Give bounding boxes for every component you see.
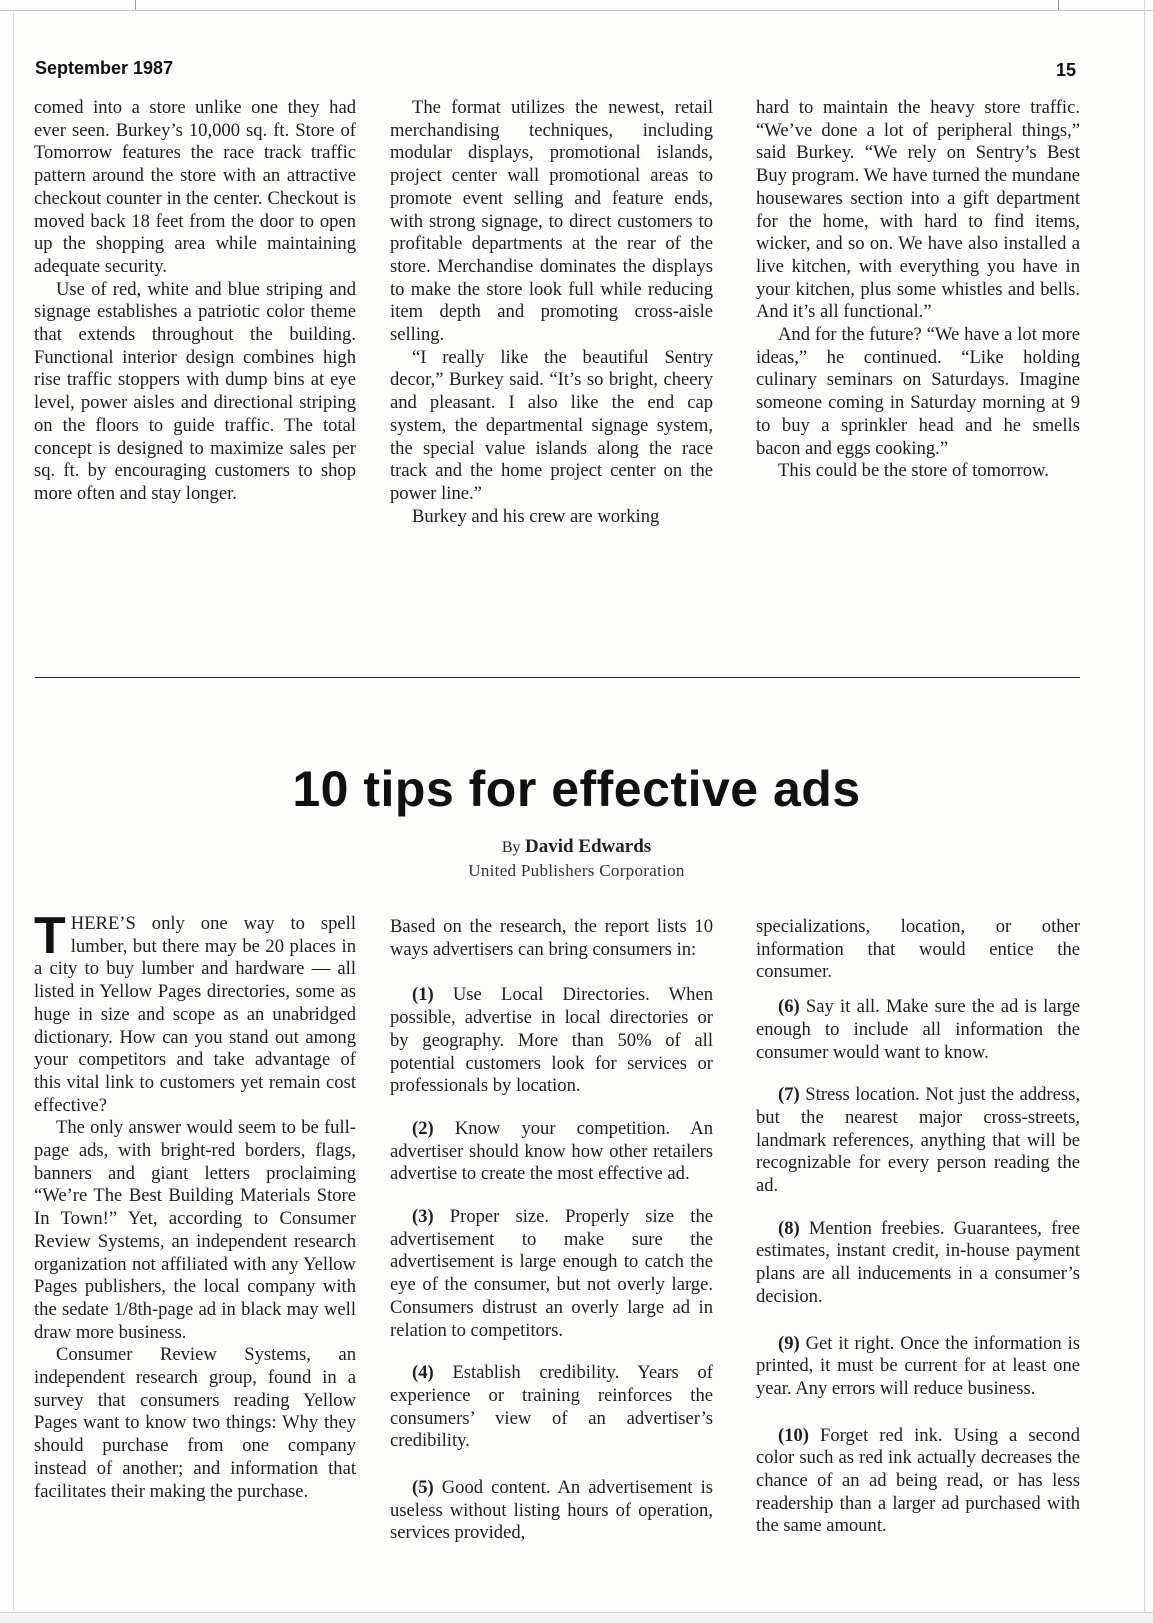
issue-date: September 1987 [35,58,174,78]
tip-text: Establish credibility. Years of experience or training reinforces the consumers’ view of an advertiser’s credibility. [390,1362,713,1452]
lead-text: HERE’S only one way to spell lumber, but there may be 20 places in a city to buy lumber and hardware — all listed in Yellow Pages directories, some as huge in size and scope as an unabridged dictionary. How can you stand out among your competitors and take advantage of this vital link to customers yet remain cost effective? [34,913,356,1116]
author-name: David Edwards [525,836,652,857]
tip-number: (10) [778,1424,809,1446]
tip-text: Good content. An advertisement is useless without listing hours of operation, services provided, [390,1477,713,1544]
byline [0,836,1153,858]
byline-by: By [501,839,521,856]
tip-number: (9) [778,1332,800,1354]
paragraph: And for the future? “We have a lot more ideas,” he continued. “Like holding culinary seminars on Saturdays. Imagine someone coming in Saturday morning at 9 to buy a sprinkler head and he smells bacon and eggs cooking.” [756,324,1080,459]
tip-text: Get it right. Once the information is printed, it must be current for at least one year. Any errors will reduce business. [756,1332,1080,1399]
tip-number: (6) [778,996,800,1018]
lead-paragraph [34,907,356,1117]
tip-text: Proper size. Properly size the advertisement to make sure the advertisement is large enough to catch the eye of the consumer, but not overly large. Consumers distrust an overly large ad in relation to competitors. [390,1206,713,1341]
tip-item [390,984,713,1098]
paragraph: This could be the store of tomorrow. [778,460,1049,482]
tip-continuation: specializations, location, or other information that would entice the consumer. [756,916,1080,983]
paragraph: The only answer would seem to be full-page ads, with bright-red borders, flags, banners and giant letters proclaiming “We’re The Best Building Materials Store In Town!” Yet, according to Consumer Review Systems, an independent research organization not affiliated with any Yellow Pages publishers, the local company with the sedate 1/8th-page ad in black may well draw more business. [34,1117,356,1343]
tip-number: (1) [412,984,434,1006]
tip-item [756,996,1080,1064]
crop-mark [135,0,136,10]
page-bottom-edge [0,1612,1153,1623]
author-affiliation: United Publishers Corporation [468,861,685,880]
top-article-column-2 [390,97,713,528]
tip-text: Use Local Directories. When possible, advertise in local directories or by geography. More than 50% of all potential customers look for services or professionals by location. [390,984,713,1097]
tip-item [756,1425,1080,1539]
article-column-1 [34,907,356,1503]
intro-paragraph: Based on the research, the report lists 10 ways advertisers can bring consumers in: [390,916,713,960]
tip-item [390,1477,713,1545]
tip-number: (8) [778,1217,800,1239]
tip-number: (4) [412,1362,434,1384]
tip-item [756,1218,1080,1309]
page-top-edge [0,10,1153,11]
tip-item [390,1206,713,1342]
tip-item [390,1362,713,1453]
tip-item [390,1118,713,1186]
drop-cap: T [34,907,66,965]
tip-text: Stress location. Not just the address, but the nearest major cross-streets, landmark references, anything that will be recognizable for every person reading the ad. [756,1084,1080,1197]
paragraph: comed into a store unlike one they had ever seen. Burkey’s 10,000 sq. ft. Store of Tomorrow features the race track traffic pattern around the store with an attractive checkout counter in the center. Checkout is moved back 18 feet from the door to open up the shopping area while maintaining adequate security. [34,97,356,277]
article-column-3 [756,916,1080,1538]
paragraph: The format utilizes the newest, retail merchandising techniques, including modular displays, promotional islands, project center wall promotional areas to promote event selling and feature ends, with strong signage, to direct customers to profitable departments at the rear of the store. Merchandise dominates the displays to make the store look full while reducing item depth and promoting cross-aisle selling. [390,97,713,346]
tip-item [756,1333,1080,1401]
tip-number: (3) [412,1206,434,1228]
paragraph: Burkey and his crew are working [412,505,660,527]
paragraph: Use of red, white and blue striping and signage establishes a patriotic color theme that extends throughout the building. Functional interior design combines high rise traffic stoppers with dump bins at eye level, power aisles and directional striping on the floors to guide traffic. The total concept is designed to maximize sales per sq. ft. by encouraging customers to shop more often and stay longer. [34,278,356,504]
tip-text: Say it all. Make sure the ad is large enough to include all information the consumer would want to know. [756,996,1080,1063]
top-article-column-1 [34,97,356,506]
tip-text: Mention freebies. Guarantees, free estimates, instant credit, in-house payment plans are all inducements in a consumer’s decision. [756,1217,1081,1307]
tip-text: Know your competition. An advertiser should know how other retailers advertise to create the most effective ad. [390,1117,713,1185]
section-divider [35,677,1080,678]
article-column-2 [390,916,713,1545]
tip-number: (5) [412,1477,434,1499]
tip-item [756,1084,1080,1198]
page-number: 15 [1056,60,1077,80]
tip-text: Forget red ink. Using a second color such as red ink actually decreases the chance of an ad being read, or has less readership than a larger ad purchased with the same amount. [756,1424,1080,1537]
paragraph: hard to maintain the heavy store traffic. “We’ve done a lot of peripheral things,” said Burkey. “We rely on Sentry’s Best Buy program. We have turned the mundane housewares section into a gift department for the home, with hard to find items, wicker, and so on. We have also installed a live kitchen, with everything you have in your kitchen, plus some whistles and bells. And it’s all functional.” [756,97,1080,323]
paragraph: Consumer Review Systems, an independent research group, found in a survey that consumers reading Yellow Pages want to know two things: Why they should purchase from one company instead of another; and information that facilitates their making the purchase. [34,1344,356,1502]
article-title: 10 tips for effective ads [292,761,861,817]
tip-number: (2) [412,1117,434,1139]
crop-mark [1058,0,1059,10]
top-article-column-3 [756,97,1080,483]
tip-number: (7) [778,1084,800,1106]
paragraph: “I really like the beautiful Sentry decor,” Burkey said. “It’s so bright, cheery and pleasant. I also like the end cap system, the departmental signage system, the special value islands along the race track and the home project center on the power line.” [390,346,713,504]
